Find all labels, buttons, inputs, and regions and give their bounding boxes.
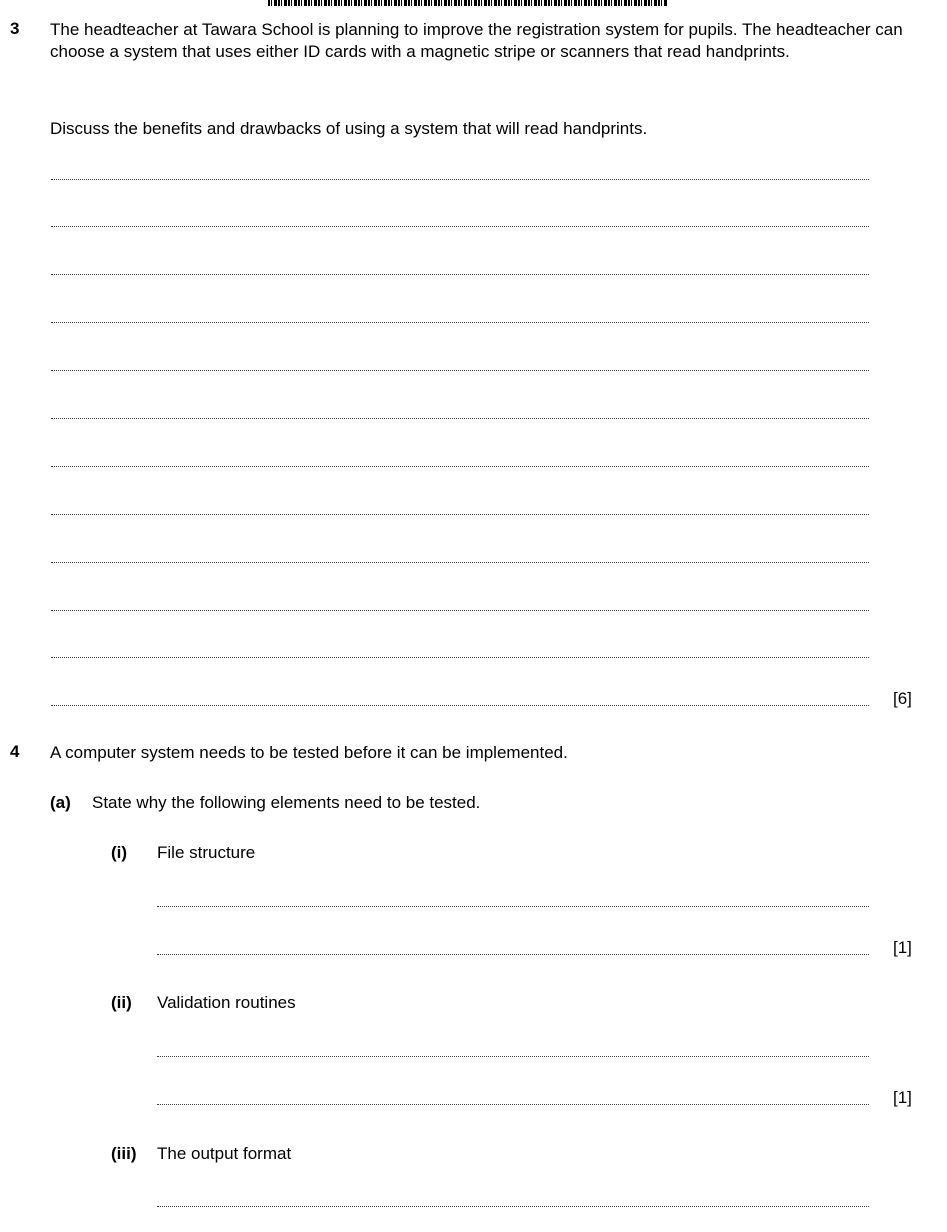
answer-line[interactable] — [51, 418, 869, 419]
answer-line[interactable] — [157, 954, 869, 955]
answer-line[interactable] — [51, 610, 869, 611]
question-3-number: 3 — [10, 19, 20, 38]
question-3-prompt: Discuss the benefits and drawbacks of using a system that will read handprints. — [50, 119, 648, 138]
answer-line[interactable] — [157, 1206, 869, 1207]
answer-line[interactable] — [51, 705, 869, 706]
answer-line[interactable] — [157, 1104, 869, 1105]
answer-line[interactable] — [51, 322, 869, 323]
answer-line[interactable] — [51, 226, 869, 227]
answer-line[interactable] — [51, 562, 869, 563]
part-i-text: File structure — [157, 843, 256, 862]
barcode — [268, 0, 668, 6]
answer-line[interactable] — [157, 1056, 869, 1057]
question-4-number: 4 — [10, 742, 20, 761]
part-a-text: State why the following elements need to be tested. — [92, 793, 481, 812]
part-ii-marks: [1] — [893, 1088, 912, 1107]
part-ii-text: Validation routines — [157, 993, 296, 1012]
question-3-marks: [6] — [893, 689, 912, 708]
part-i-label: (i) — [111, 843, 128, 862]
part-ii-label: (ii) — [111, 993, 132, 1012]
answer-line[interactable] — [51, 370, 869, 371]
answer-line[interactable] — [51, 179, 869, 180]
part-iii-label: (iii) — [111, 1144, 137, 1163]
answer-line[interactable] — [51, 466, 869, 467]
answer-line[interactable] — [157, 906, 869, 907]
part-i-marks: [1] — [893, 938, 912, 957]
answer-line[interactable] — [51, 274, 869, 275]
part-a-label: (a) — [50, 793, 71, 812]
question-4-intro: A computer system needs to be tested before it can be implemented. — [50, 743, 568, 762]
answer-line[interactable] — [51, 514, 869, 515]
question-3-intro: The headteacher at Tawara School is planning to improve the registration system for pupils. The headteacher can choose a system that uses either ID cards with a magnetic stripe or scanners that read handprints. — [50, 20, 903, 61]
part-iii-text: The output format — [157, 1144, 292, 1163]
answer-line[interactable] — [51, 657, 869, 658]
